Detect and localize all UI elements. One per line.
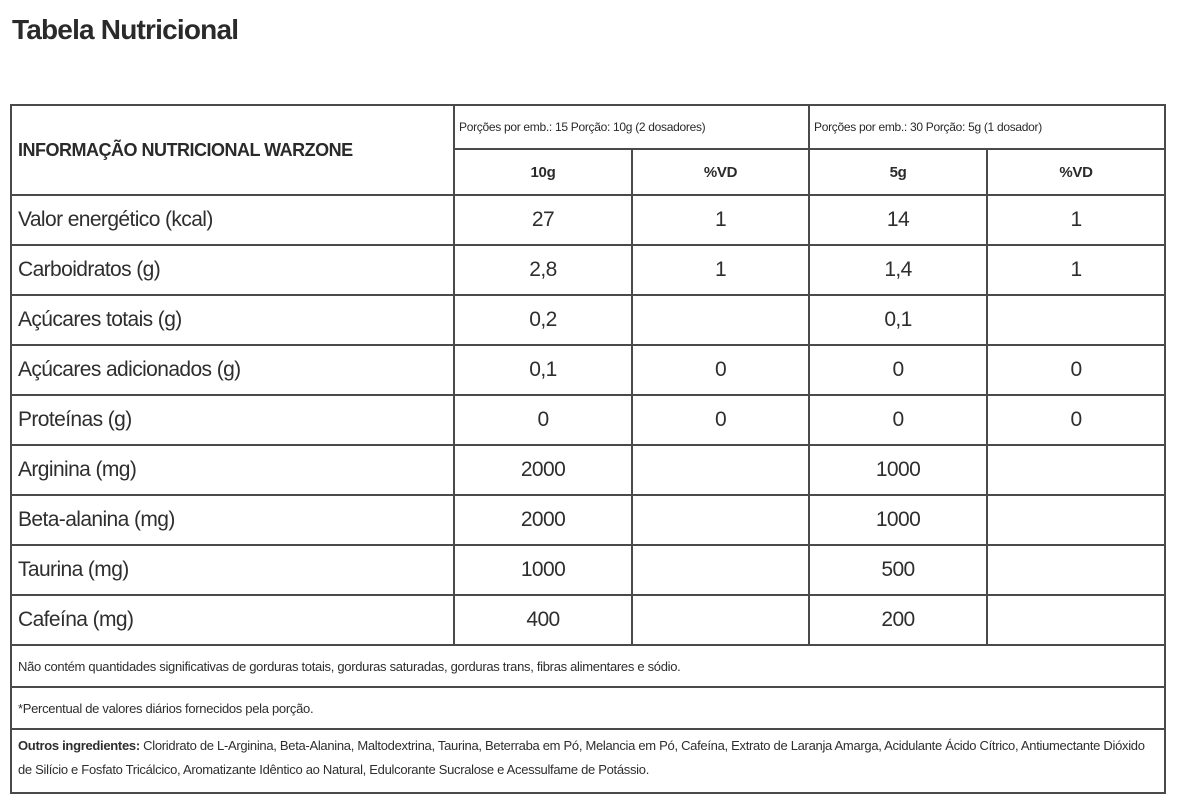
- value-5g: 1000: [809, 495, 987, 545]
- table-row: [11, 295, 1165, 345]
- row-label: Açúcares adicionados (g): [11, 345, 454, 395]
- portion-header-2: Porções por emb.: 30 Porção: 5g (1 dosador): [809, 105, 1165, 149]
- value-vd-2: [987, 595, 1165, 645]
- value-5g: 500: [809, 545, 987, 595]
- value-5g: 0: [809, 395, 987, 445]
- value-vd-2: [987, 495, 1165, 545]
- column-header-vd-2: %VD: [987, 149, 1165, 195]
- table-row: [11, 445, 1165, 495]
- row-label: Beta-alanina (mg): [11, 495, 454, 545]
- value-vd-1: [632, 495, 809, 545]
- footnote-not-significant: Não contém quantidades significativas de gorduras totais, gorduras saturadas, gorduras trans, fibras alimentares e sódio.: [11, 645, 1165, 687]
- value-vd-1: 1: [632, 195, 809, 245]
- table-row: [11, 345, 1165, 395]
- value-vd-1: [632, 545, 809, 595]
- column-header-5g: 5g: [809, 149, 987, 195]
- value-vd-1: 0: [632, 395, 809, 445]
- value-vd-2: 0: [987, 395, 1165, 445]
- footnote-row: [11, 687, 1165, 729]
- table-row: [11, 595, 1165, 645]
- row-label: Arginina (mg): [11, 445, 454, 495]
- value-vd-1: 0: [632, 345, 809, 395]
- value-10g: 0,1: [454, 345, 632, 395]
- nutrition-table: [10, 104, 1166, 794]
- table-row: [11, 195, 1165, 245]
- row-label: Valor energético (kcal): [11, 195, 454, 245]
- value-vd-1: [632, 295, 809, 345]
- ingredients-label: Outros ingredientes:: [18, 738, 140, 753]
- table-main-header: INFORMAÇÃO NUTRICIONAL WARZONE: [11, 105, 454, 195]
- value-10g: 27: [454, 195, 632, 245]
- ingredients-cell: [11, 729, 1165, 793]
- row-label: Carboidratos (g): [11, 245, 454, 295]
- table-row: [11, 545, 1165, 595]
- table-row: [11, 495, 1165, 545]
- footnote-daily-values: *Percentual de valores diários fornecidos pela porção.: [11, 687, 1165, 729]
- value-vd-2: 1: [987, 245, 1165, 295]
- value-vd-2: [987, 295, 1165, 345]
- footnote-row: [11, 645, 1165, 687]
- row-label: Açúcares totais (g): [11, 295, 454, 345]
- page-title: Tabela Nutricional: [12, 14, 239, 45]
- table-row: [11, 245, 1165, 295]
- value-vd-1: 1: [632, 245, 809, 295]
- row-label: Taurina (mg): [11, 545, 454, 595]
- row-label: Cafeína (mg): [11, 595, 454, 645]
- value-vd-2: [987, 445, 1165, 495]
- portion-header-1: Porções por emb.: 15 Porção: 10g (2 dosadores): [454, 105, 809, 149]
- value-10g: 1000: [454, 545, 632, 595]
- column-header-10g: 10g: [454, 149, 632, 195]
- value-5g: 14: [809, 195, 987, 245]
- value-5g: 1,4: [809, 245, 987, 295]
- value-10g: 0,2: [454, 295, 632, 345]
- value-5g: 0,1: [809, 295, 987, 345]
- column-header-vd-1: %VD: [632, 149, 809, 195]
- value-5g: 200: [809, 595, 987, 645]
- ingredients-text: Cloridrato de L-Arginina, Beta-Alanina, Maltodextrina, Taurina, Beterraba em Pó, Melancia em Pó, Cafeína, Extrato de Laranja Amarga, Acidulante Ácido Cítrico, Antiumectante Dióxido de Silício e Fosfato Tricálcico, Aromatizante Idêntico ao Natural, Edulcorante Sucralose e Acessulfame de Potássio.: [18, 738, 1145, 777]
- table-header-row: [11, 105, 1165, 149]
- value-vd-2: 1: [987, 195, 1165, 245]
- value-10g: 2,8: [454, 245, 632, 295]
- value-10g: 2000: [454, 445, 632, 495]
- value-vd-2: [987, 545, 1165, 595]
- row-label: Proteínas (g): [11, 395, 454, 445]
- value-vd-2: 0: [987, 345, 1165, 395]
- value-5g: 0: [809, 345, 987, 395]
- value-vd-1: [632, 595, 809, 645]
- ingredients-row: [11, 729, 1165, 793]
- value-vd-1: [632, 445, 809, 495]
- value-5g: 1000: [809, 445, 987, 495]
- value-10g: 0: [454, 395, 632, 445]
- value-10g: 2000: [454, 495, 632, 545]
- value-10g: 400: [454, 595, 632, 645]
- table-row: [11, 395, 1165, 445]
